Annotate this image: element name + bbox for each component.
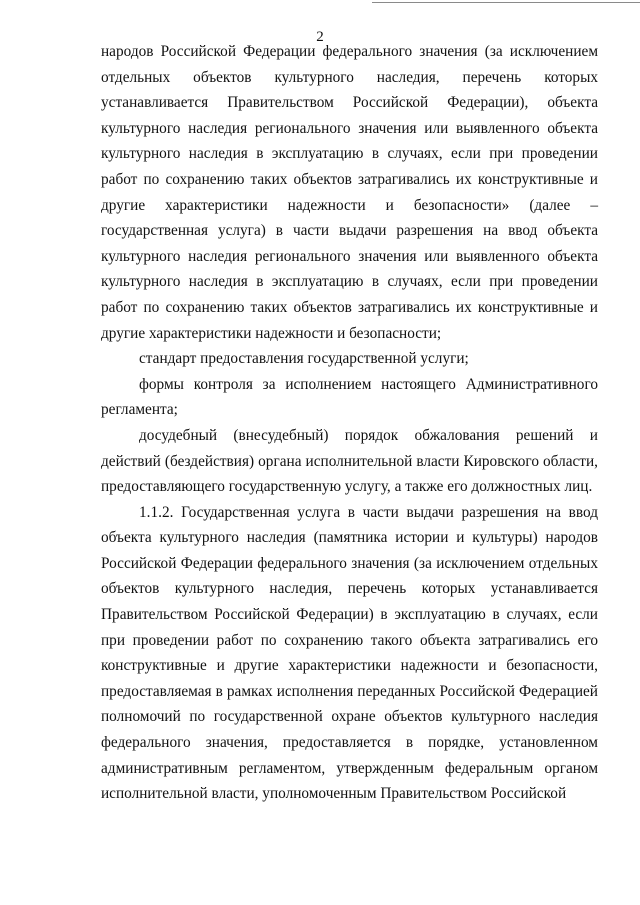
- paragraph-control-forms: формы контроля за исполнением настоящего Административного регламента;: [101, 375, 598, 419]
- document-body: [101, 39, 598, 807]
- paragraph-appeal-procedure: досудебный (внесудебный) порядок обжалования решений и действий (бездействия) органа исполнительной власти Кировского области, предоставляющего государственную услугу, а также его должностных лиц.: [101, 426, 598, 496]
- page-number: 2: [316, 29, 324, 45]
- paragraph-service-standard: стандарт предоставления государственной услуги;: [139, 350, 469, 368]
- paragraph-continuation: народов Российской Федерации федерального значения (за исключением отдельных объектов культурного наследия, перечень которых устанавливается Правительством Российской Федерации), объекта культурного наследия регионального значения или выявленного объекта культурного наследия в эксплуатацию в случаях, если при проведении работ по сохранению таких объектов затрагивались их конструктивные и другие характеристики надежности и безопасности» (далее – государственная услуга) в части выдачи разрешения на ввод объекта культурного наследия регионального значения или выявленного объекта культурного наследия в эксплуатацию в случаях, если при проведении работ по сохранению таких объектов затрагивались их конструктивные и другие характеристики надежности и безопасности;: [101, 43, 598, 342]
- paragraph-section-1-1-2: 1.1.2. Государственная услуга в части выдачи разрешения на ввод объекта культурного наследия (памятника истории и культуры) народов Российской Федерации федерального значения (за исключением отдельных объектов культурного наследия, перечень которых устанавливается Правительством Российской Федерации) в эксплуатацию в случаях, если при проведении работ по сохранению такого объекта затрагивались его конструктивные и другие характеристики надежности и безопасности, предоставляемая в рамках исполнения переданных Российской Федерацией полномочий по государственной охране объектов культурного наследия федерального значения, предоставляется в порядке, установленном административным регламентом, утвержденным федеральным органом исполнительной власти, уполномоченным Правительством Российской: [101, 503, 598, 803]
- top-edge-rule: [372, 2, 640, 3]
